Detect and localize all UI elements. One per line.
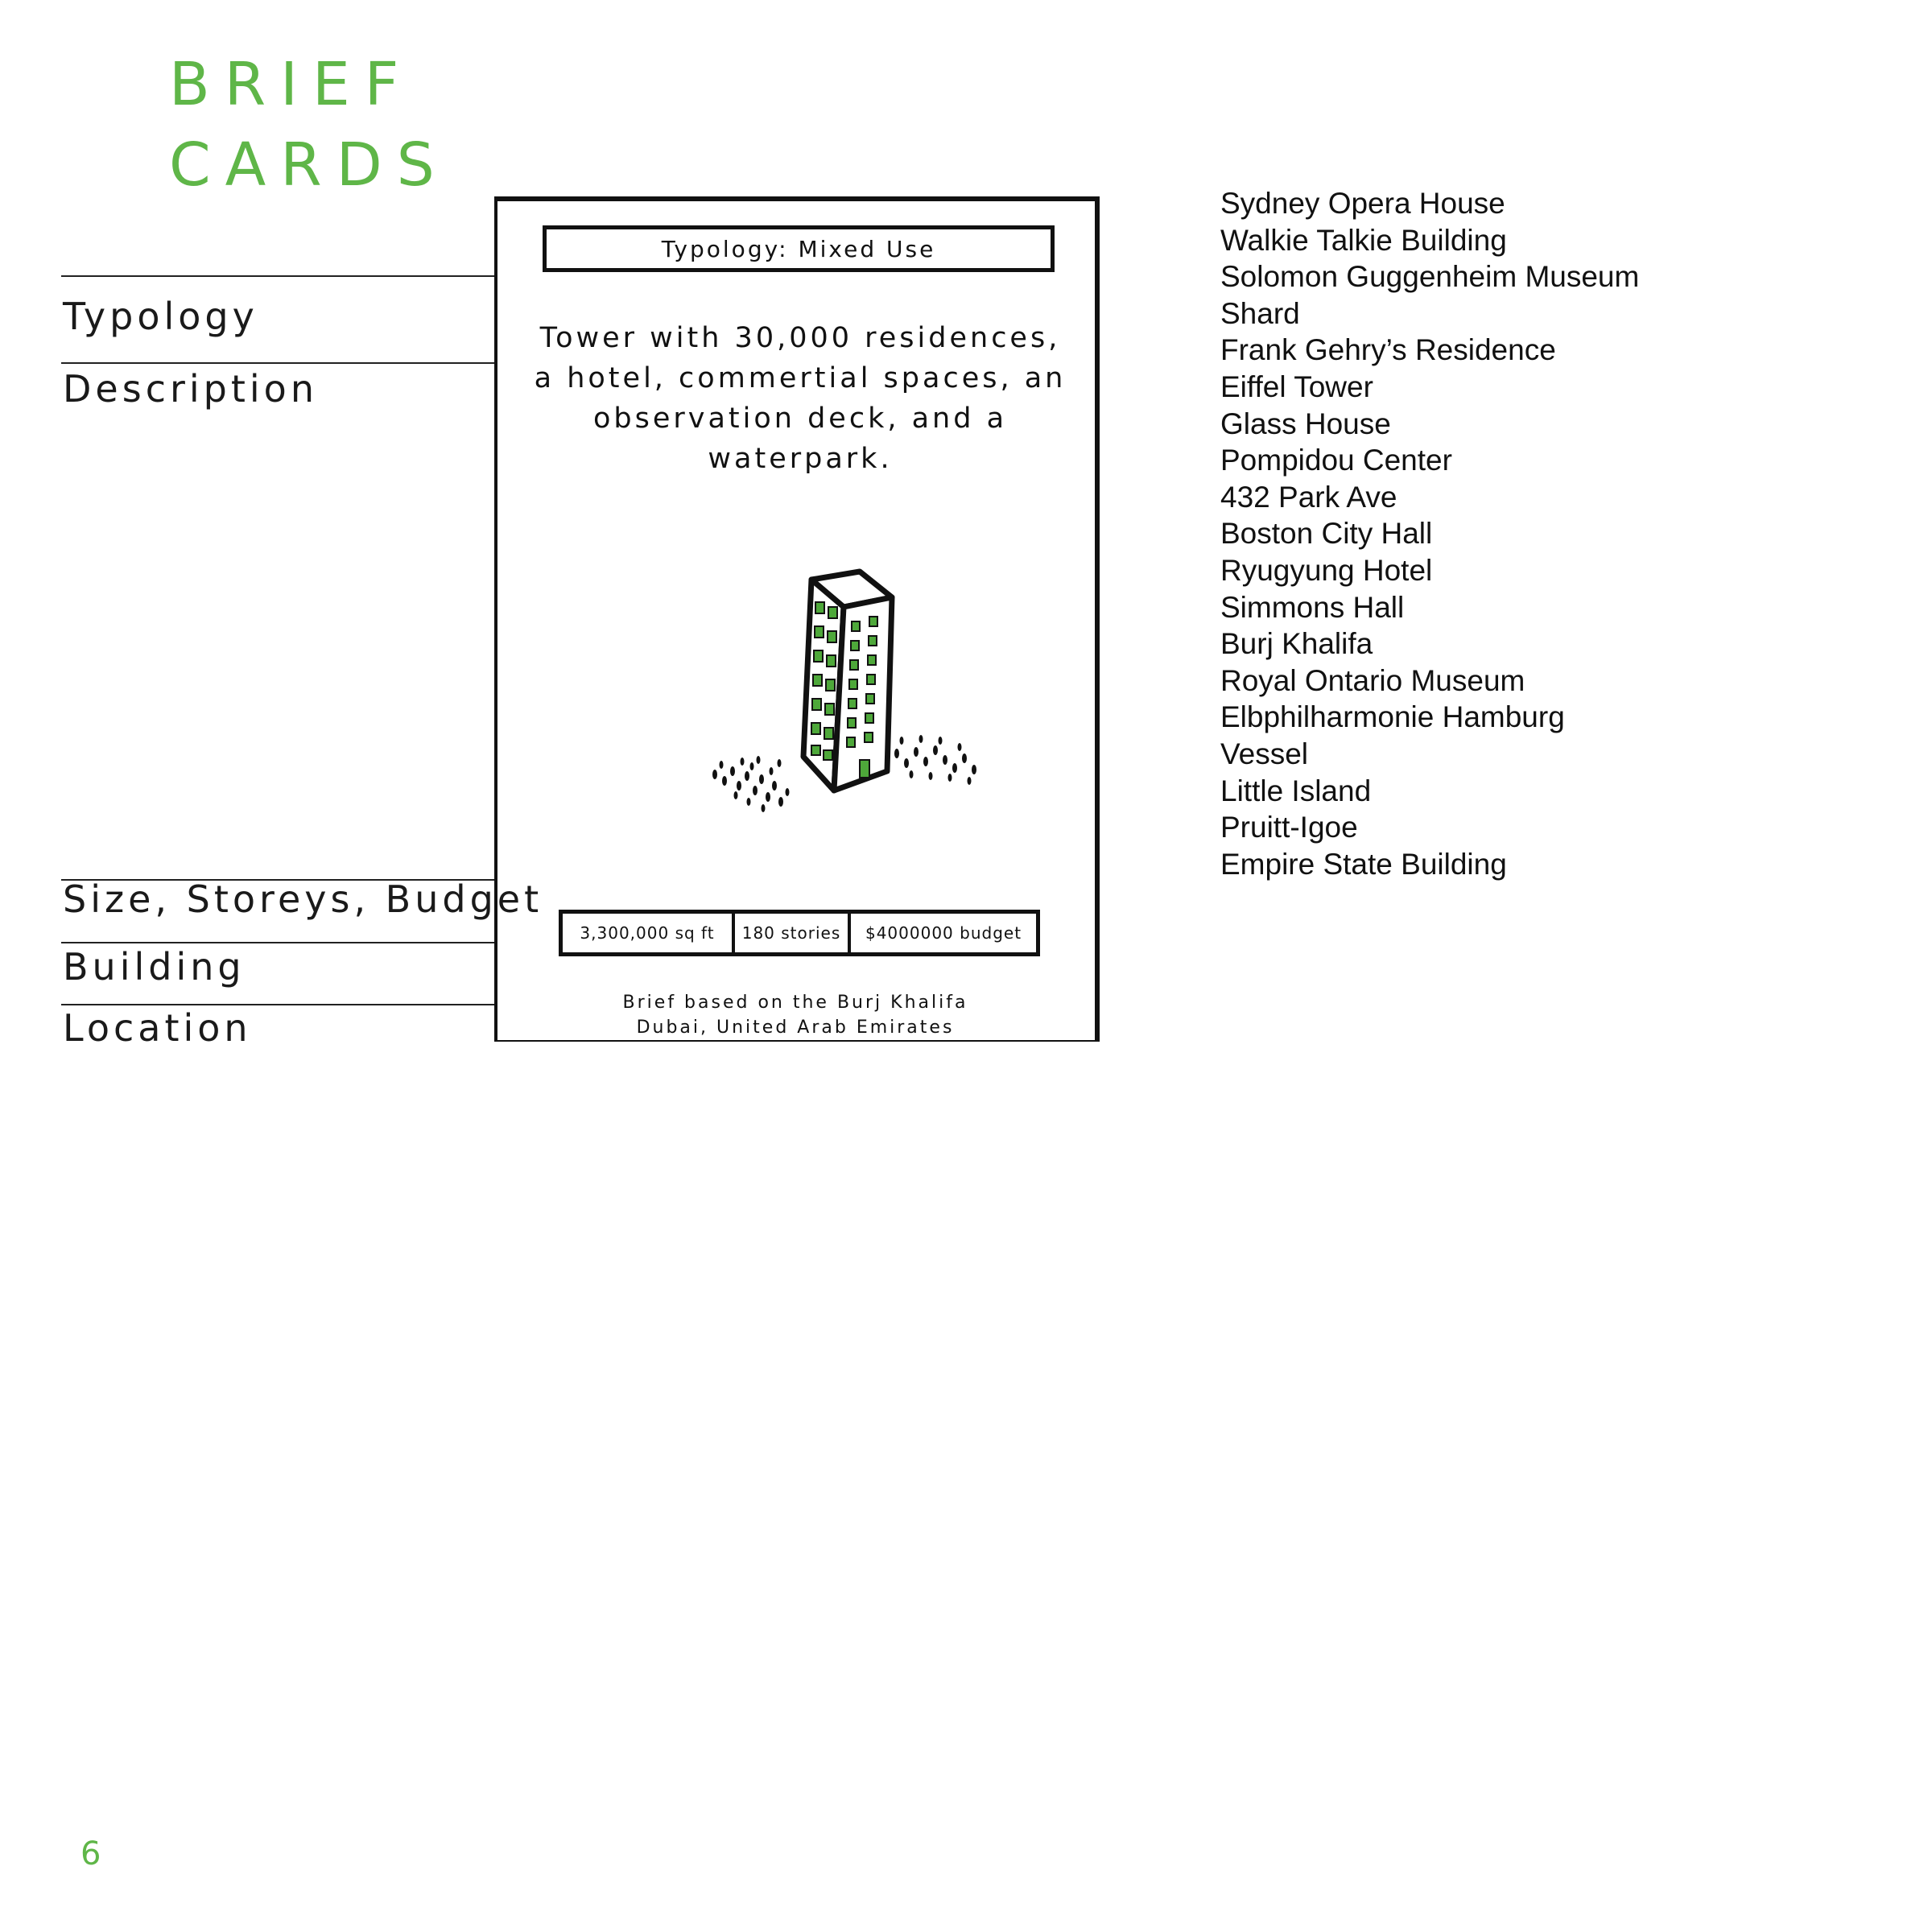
building-list-item: Simmons Hall: [1220, 590, 1405, 624]
building-list-item: Vessel: [1220, 737, 1309, 770]
title-line-2: CARDS: [169, 130, 449, 200]
legend-size: Size, Storeys, Budget: [63, 877, 543, 921]
building-list-item: Little Island: [1220, 774, 1372, 807]
source-location: Dubai, United Arab Emirates: [636, 1018, 955, 1038]
card-source: [497, 990, 1093, 1040]
legend-description: Description: [63, 367, 318, 411]
building-list-item: Royal Ontario Museum: [1220, 663, 1525, 697]
building-list-item: Burj Khalifa: [1220, 627, 1373, 661]
building-list-item: Walkie Talkie Building: [1220, 223, 1507, 257]
page-title: [169, 44, 449, 205]
page-number: 6: [80, 1835, 101, 1872]
building-list-item: Boston City Hall: [1220, 517, 1433, 551]
building-list-item: Eiffel Tower: [1220, 369, 1373, 403]
legend-rule: [61, 1004, 494, 1005]
legend-rule: [61, 275, 494, 277]
building-list-item: Frank Gehry’s Residence: [1220, 333, 1556, 367]
building-list: [1220, 185, 1639, 882]
card-stats: [559, 910, 1040, 956]
building-list-item: Pompidou Center: [1220, 444, 1452, 477]
building-list-item: Pruitt-Igoe: [1220, 811, 1358, 844]
card-description: Tower with 30,000 residences, a hotel, commertial spaces, an observation deck, and a waterpark.: [534, 322, 1067, 475]
legend-rule: [61, 362, 494, 364]
building-list-item: Sydney Opera House: [1220, 187, 1505, 220]
title-line-1: BRIEF: [169, 50, 414, 119]
legend-location: Location: [63, 1006, 252, 1050]
stat-budget: $4000000 budget: [865, 923, 1022, 943]
source-building: Brief based on the Burj Khalifa: [622, 993, 968, 1013]
legend-building: Building: [63, 945, 246, 989]
stat-storeys: 180 stories: [735, 914, 851, 952]
building-list-item: Empire State Building: [1220, 847, 1507, 881]
building-list-item: Shard: [1220, 296, 1300, 330]
building-list-item: Solomon Guggenheim Museum: [1220, 260, 1640, 294]
building-list-item: 432 Park Ave: [1220, 480, 1397, 514]
card-typology: Typology: Mixed Use: [543, 225, 1055, 272]
legend-rule: [61, 942, 494, 943]
tower-illustration: [691, 564, 997, 829]
building-list-item: Elbphilharmonie Hamburg: [1220, 700, 1565, 734]
brief-card: [494, 196, 1100, 1042]
legend-typology: Typology: [63, 295, 258, 338]
stat-size: 3,300,000 sq ft: [563, 914, 735, 952]
building-list-item: Glass House: [1220, 407, 1391, 440]
building-list-item: Ryugyung Hotel: [1220, 553, 1433, 587]
